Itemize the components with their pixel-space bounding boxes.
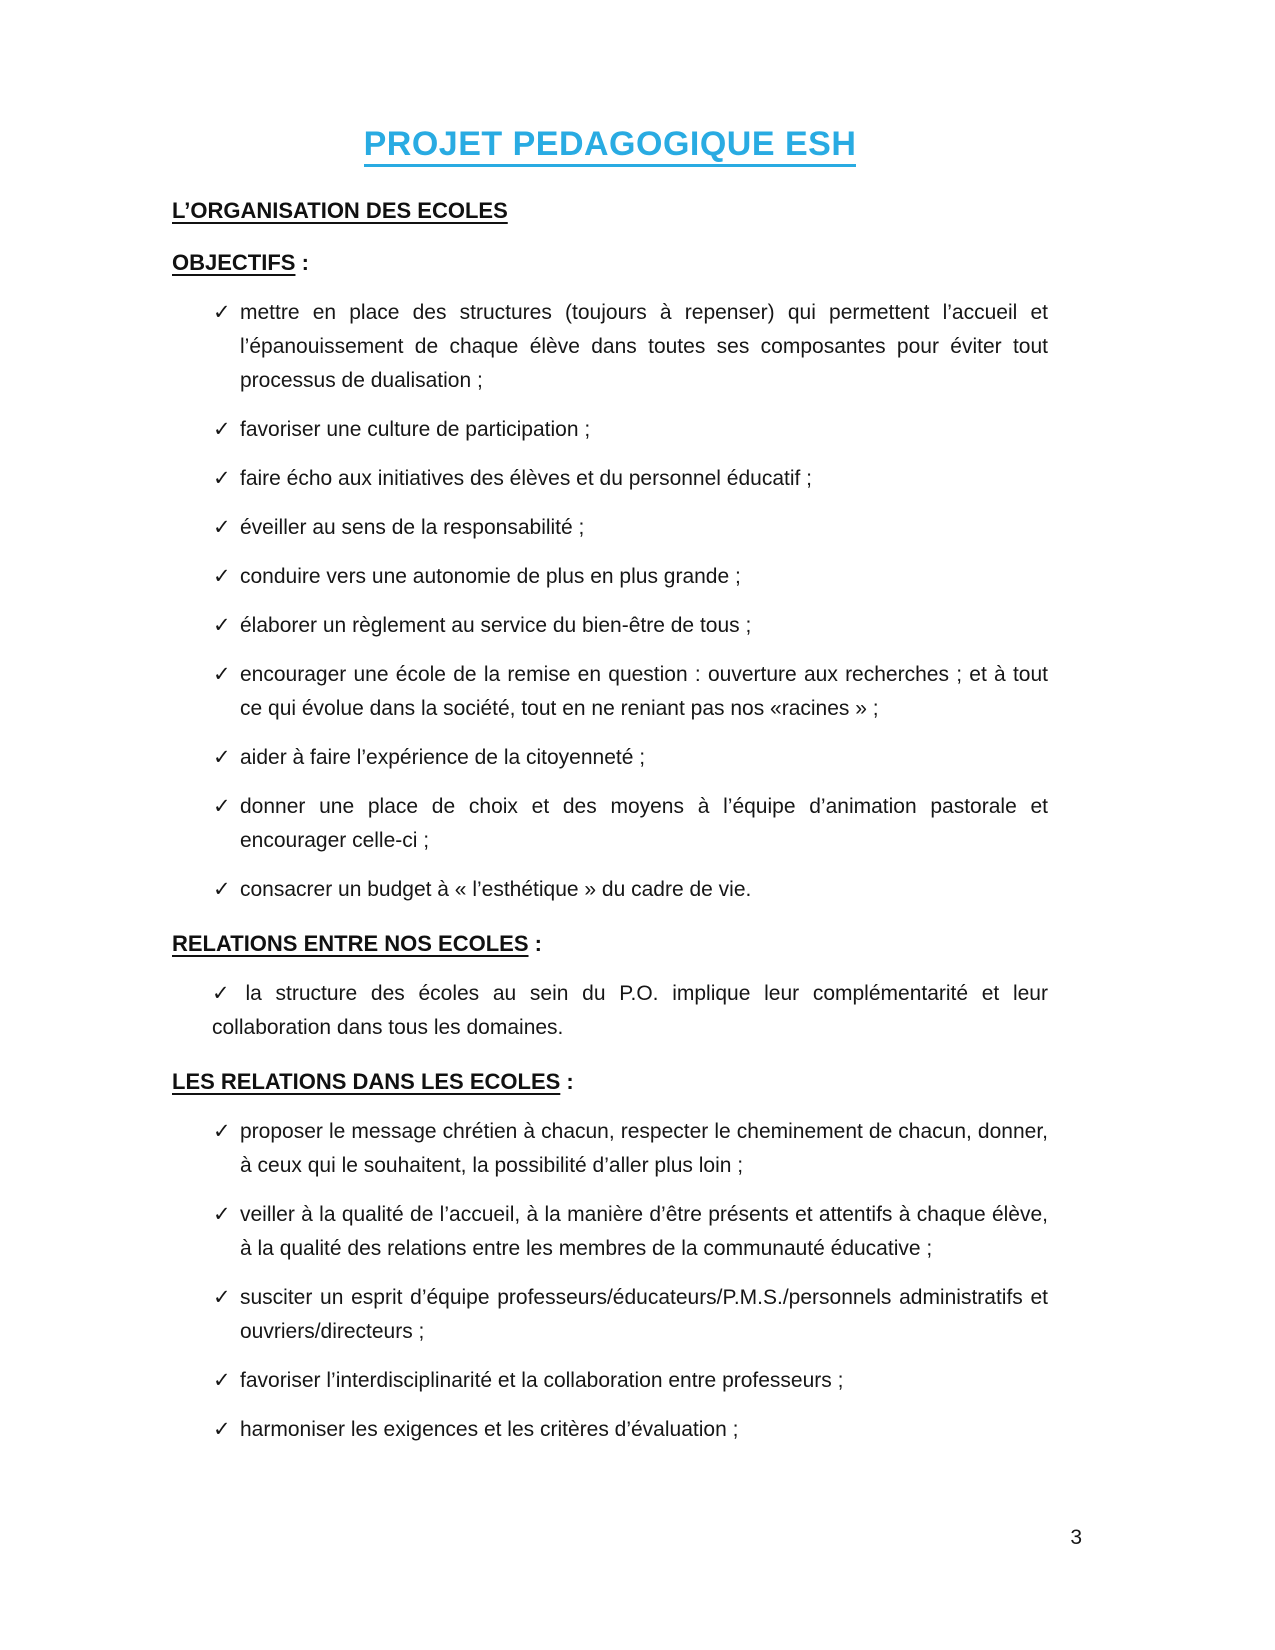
- section-heading-colon: :: [295, 250, 309, 275]
- checkmark-icon: ✓: [213, 795, 231, 818]
- list-item-text: proposer le message chrétien à chacun, respecter le cheminement de chacun, donner, à ceux qui le souhaitent, la possibilité d’aller plus loin ;: [240, 1120, 1048, 1177]
- list-item-text: consacrer un budget à « l’esthétique » du cadre de vie.: [240, 878, 752, 901]
- list-item-text: susciter un esprit d’équipe professeurs/éducateurs/P.M.S./personnels administratifs et ouvriers/directeurs ;: [240, 1286, 1048, 1343]
- list-item: [172, 413, 1048, 447]
- section-heading: [172, 929, 1048, 959]
- list-item-text: élaborer un règlement au service du bien-être de tous ;: [240, 614, 752, 637]
- list-item: [172, 462, 1048, 496]
- checkmark-icon: ✓: [213, 663, 231, 686]
- list-item: [172, 741, 1048, 775]
- list-item-text: veiller à la qualité de l’accueil, à la manière d’être présents et attentifs à chaque élève, à la qualité des relations entre les membres de la communauté éducative ;: [240, 1203, 1048, 1260]
- list-item: [172, 1364, 1048, 1398]
- page-title-text: PROJET PEDAGOGIQUE ESH: [364, 125, 857, 167]
- checkmark-icon: ✓: [213, 301, 231, 324]
- list-item-text: conduire vers une autonomie de plus en plus grande ;: [240, 565, 741, 588]
- section-heading-colon: :: [528, 931, 542, 956]
- list-item-text: harmoniser les exigences et les critères d’évaluation ;: [240, 1418, 739, 1441]
- section-heading: [172, 248, 1048, 278]
- list-item-text: aider à faire l’expérience de la citoyenneté ;: [240, 746, 646, 769]
- list-item: [172, 873, 1048, 907]
- section-heading-colon: :: [560, 1069, 574, 1094]
- list-item: [172, 1198, 1048, 1266]
- list-item-text: favoriser une culture de participation ;: [240, 418, 591, 441]
- list-item: [172, 1281, 1048, 1349]
- checkmark-icon: ✓: [213, 1369, 231, 1392]
- page-number: 3: [1070, 1526, 1082, 1549]
- list-item-text: faire écho aux initiatives des élèves et du personnel éducatif ;: [240, 467, 813, 490]
- section-heading: [172, 1067, 1048, 1097]
- checkmark-icon: ✓: [213, 467, 231, 490]
- list-item: [172, 296, 1048, 398]
- list-item-text: la structure des écoles au sein du P.O. implique leur complémentarité et leur collaboration dans tous les domaines.: [212, 982, 1048, 1039]
- section-heading-text: LES RELATIONS DANS LES ECOLES: [172, 1069, 561, 1094]
- list-item-text: mettre en place des structures (toujours à repenser) qui permettent l’accueil et l’épanouissement de chaque élève dans toutes ses composantes pour éviter tout processus de dualisation ;: [240, 301, 1048, 392]
- section-heading-text: L’ORGANISATION DES ECOLES: [172, 198, 508, 223]
- list-item: [172, 658, 1048, 726]
- list-item: [172, 1115, 1048, 1183]
- checkmark-icon: ✓: [213, 614, 231, 637]
- section-heading: [172, 196, 1048, 226]
- checkmark-icon: ✓: [213, 418, 231, 441]
- list-item-text: favoriser l’interdisciplinarité et la collaboration entre professeurs ;: [240, 1369, 844, 1392]
- checkmark-icon: ✓: [213, 1120, 231, 1143]
- document-body: [172, 196, 1048, 1447]
- list-item-text: éveiller au sens de la responsabilité ;: [240, 516, 585, 539]
- checkmark-icon: ✓: [213, 565, 231, 588]
- list-item-text: encourager une école de la remise en question : ouverture aux recherches ; et à tout ce qui évolue dans la société, tout en ne reniant pas nos «racines » ;: [240, 663, 1048, 720]
- page-title: [172, 120, 1048, 168]
- list-item: [172, 1413, 1048, 1447]
- checkmark-icon: ✓: [213, 1286, 231, 1309]
- checkmark-icon: ✓: [213, 1418, 231, 1441]
- checkmark-icon: ✓: [213, 746, 231, 769]
- checkmark-icon: ✓: [213, 1203, 231, 1226]
- list-item-text: donner une place de choix et des moyens à l’équipe d’animation pastorale et encourager celle-ci ;: [240, 795, 1048, 852]
- list-item: [172, 511, 1048, 545]
- list-item: [172, 609, 1048, 643]
- checkmark-icon: ✓: [212, 982, 238, 1005]
- list-item: [172, 977, 1048, 1045]
- list-item: [172, 560, 1048, 594]
- list-item: [172, 790, 1048, 858]
- checkmark-icon: ✓: [213, 516, 231, 539]
- section-heading-text: OBJECTIFS: [172, 250, 296, 275]
- checkmark-icon: ✓: [213, 878, 231, 901]
- section-heading-text: RELATIONS ENTRE NOS ECOLES: [172, 931, 529, 956]
